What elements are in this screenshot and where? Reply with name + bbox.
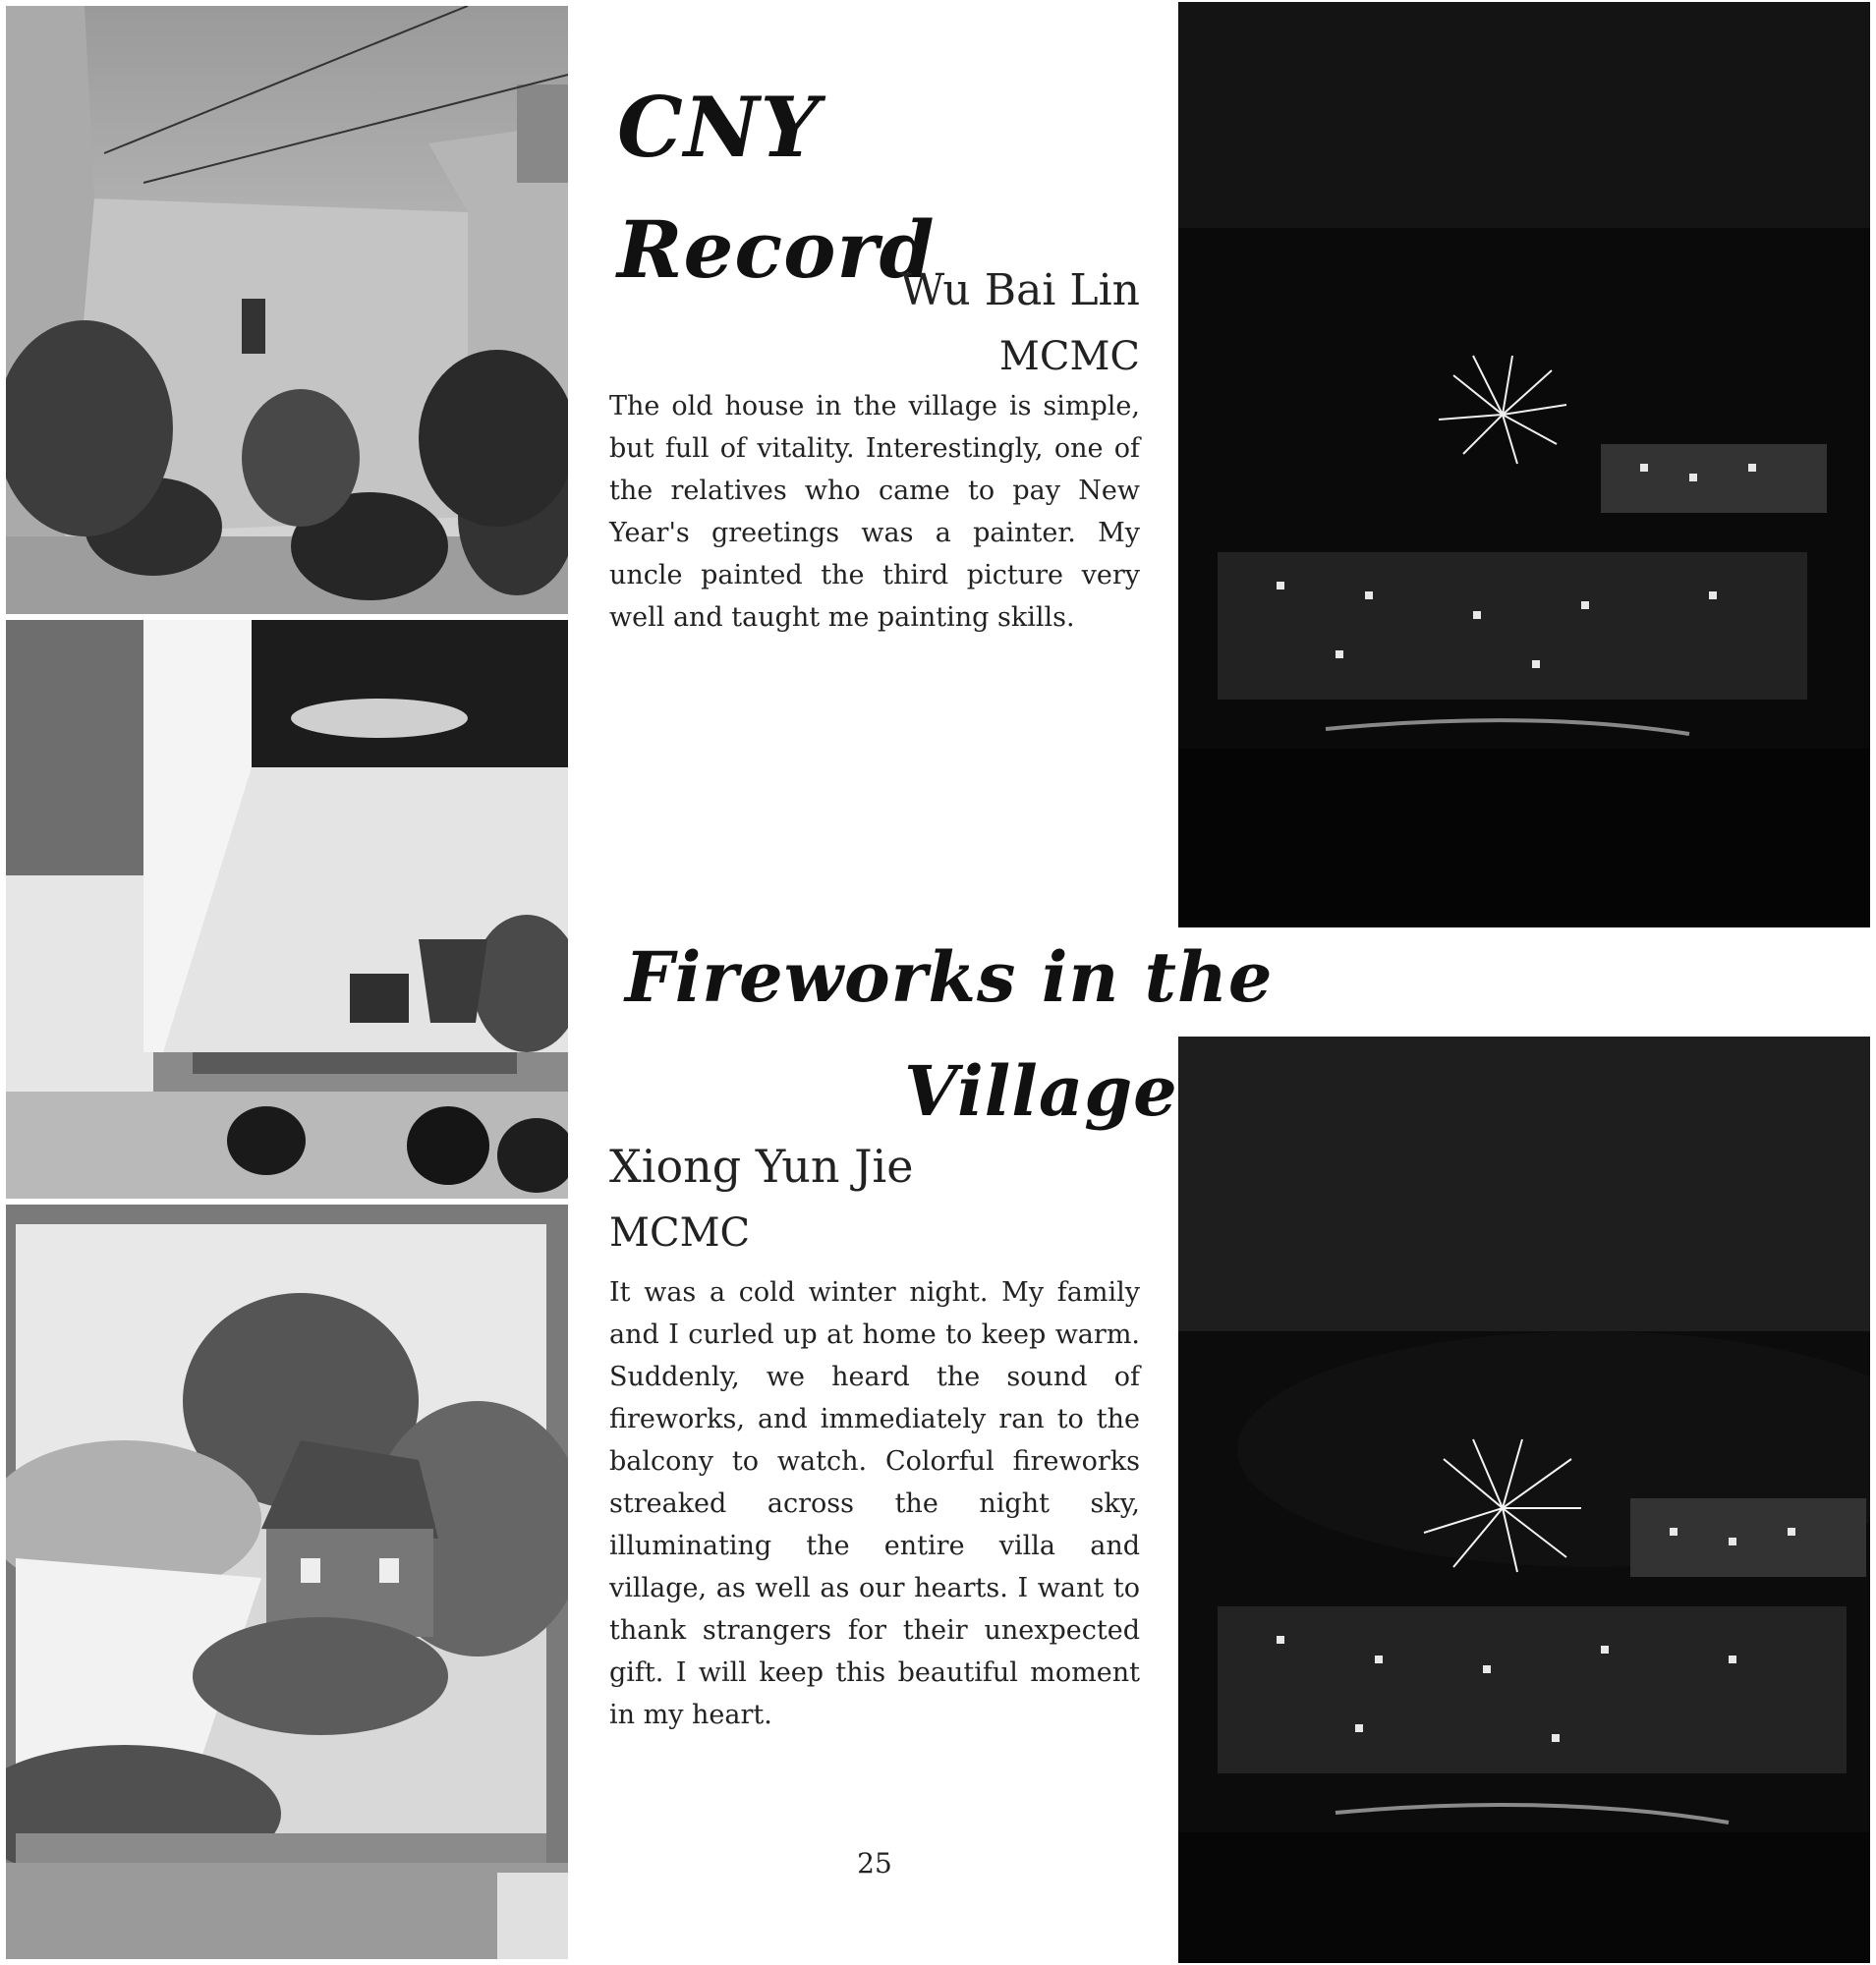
- fireworks-photo-bottom: [1178, 1037, 1870, 1963]
- section-1-author-name: Wu Bai Lin: [899, 265, 1140, 315]
- cottage-painting-photo: [6, 1205, 568, 1959]
- section-2-title-line-1: Fireworks in the: [625, 936, 1274, 1018]
- courtyard-photo: [6, 6, 568, 614]
- section-1-story: The old house in the village is simple, but full of vitality. Interestingly, one of the relatives who came to pay New Year's greetings was a painter. My uncle painted the third picture very well and taught me painting skills.: [609, 391, 1140, 633]
- section-1-title-line-1: CNY: [617, 79, 821, 176]
- section-1-author-org: MCMC: [998, 334, 1140, 379]
- fireworks-photo-top: [1178, 2, 1870, 927]
- section-2-author-org: MCMC: [609, 1210, 751, 1256]
- section-2-story: It was a cold winter night. My family and I curled up at home to keep warm. Suddenly, we heard the sound of fireworks, and immediately ran to the balcony to watch. Colorful fireworks streaked across the night sky, illuminating the entire villa and village, as well as our hearts. I want to thank strangers for their unexpected gift. I will keep this beautiful moment in my heart.: [609, 1277, 1140, 1730]
- section-2-author-name: Xiong Yun Jie: [609, 1140, 914, 1193]
- section-1-title-line-2: Record: [617, 203, 936, 296]
- section-2-title-line-2: Village: [904, 1050, 1178, 1132]
- page-number: 25: [857, 1847, 892, 1880]
- painting-setup-photo: [6, 620, 568, 1199]
